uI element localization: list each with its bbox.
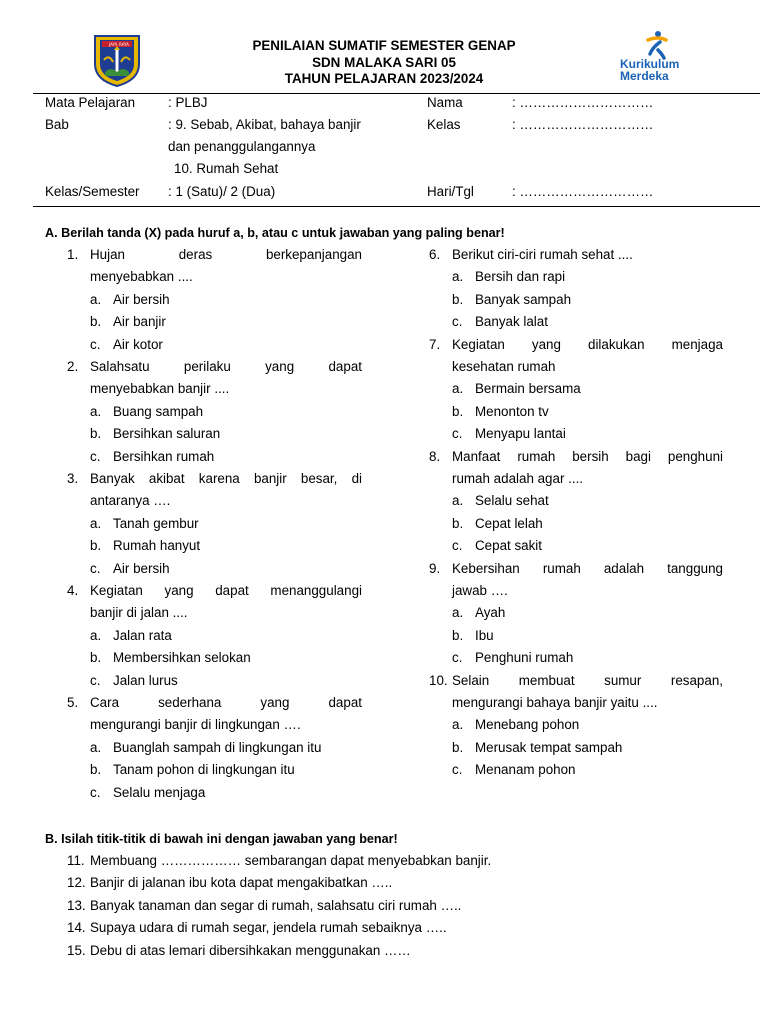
option-text: Penghuni rumah <box>475 650 574 666</box>
option-letter: b. <box>452 515 464 531</box>
option-letter: b. <box>90 314 102 330</box>
kurikulum-merdeka-logo <box>616 30 696 90</box>
nama-field[interactable]: : ………………………… <box>512 95 654 110</box>
option-text: Ibu <box>475 627 494 643</box>
question-number: 6. <box>429 247 441 262</box>
option-text: Menonton tv <box>475 403 549 419</box>
exam-title <box>200 38 568 88</box>
option-letter: c. <box>452 538 463 554</box>
bab-value-1: : 9. Sebab, Akibat, bahaya banjir <box>168 117 361 132</box>
option-letter: b. <box>452 291 464 307</box>
fill-in-text: Banyak tanaman dan segar di rumah, salahsatu ciri rumah ….. <box>90 897 462 913</box>
page-header <box>0 30 768 92</box>
question-text: Kebersihan rumah adalah tanggung <box>452 560 723 576</box>
option-text: Selalu menjaga <box>113 784 206 800</box>
option-text: Ayah <box>475 605 506 621</box>
question-text: Manfaat rumah bersih bagi penghuni <box>452 448 723 464</box>
question-text-cont: rumah adalah agar .... <box>452 470 584 486</box>
option-letter: a. <box>452 269 464 285</box>
question-text: Kegiatan yang dapat menanggulangi <box>90 583 362 598</box>
option-letter: b. <box>90 426 102 442</box>
question-text-cont: antaranya …. <box>90 493 171 509</box>
option-text: Jalan lurus <box>113 672 178 688</box>
option-letter: b. <box>452 739 464 755</box>
option-letter: b. <box>452 627 464 643</box>
option-text: Merusak tempat sampah <box>475 739 623 755</box>
option-letter: c. <box>452 314 463 330</box>
option-letter: a. <box>90 291 102 307</box>
option-letter: c. <box>452 426 463 442</box>
mapel-value: : PLBJ <box>168 95 208 110</box>
option-letter: c. <box>90 336 101 352</box>
option-text: Jalan rata <box>113 627 172 643</box>
question-text-cont: mengurangi banjir di lingkungan …. <box>90 717 301 733</box>
question-text: Selain membuat sumur resapan, <box>452 672 723 688</box>
option-text: Buang sampah <box>113 403 204 419</box>
hari-tgl-label: Hari/Tgl <box>427 184 474 199</box>
option-letter: a. <box>452 605 464 621</box>
question-text: Salahsatu perilaku yang dapat <box>90 359 362 374</box>
question-number: 3. <box>67 471 79 486</box>
option-letter: c. <box>452 762 463 778</box>
fill-in-text: Debu di atas lemari dibersihkakan menggunakan …… <box>90 942 411 958</box>
question-text: Banyak akibat karena banjir besar, di <box>90 471 362 486</box>
kurikulum-merdeka-mark-icon <box>636 30 676 60</box>
option-letter: b. <box>90 762 102 778</box>
kelas-label: Kelas <box>427 117 461 132</box>
option-text: Air bersih <box>113 291 170 307</box>
title-line-2: SDN MALAKA SARI 05 <box>312 54 456 70</box>
option-letter: a. <box>452 381 464 397</box>
bab-value-2: dan penanggulangannya <box>168 139 316 154</box>
option-text: Menyapu lantai <box>475 426 566 442</box>
question-number: 4. <box>67 583 79 598</box>
option-letter: b. <box>90 538 102 554</box>
crest-text-right: RAYA <box>119 42 129 47</box>
option-text: Menanam pohon <box>475 762 576 778</box>
option-text: Rumah hanyut <box>113 538 201 554</box>
fill-in-text: Banjir di jalanan ibu kota dapat mengakibatkan ….. <box>90 875 393 891</box>
fill-in-number: 15. <box>67 942 86 958</box>
bab-label: Bab <box>45 117 69 132</box>
hari-tgl-field[interactable]: : ………………………… <box>512 184 654 199</box>
question-number: 2. <box>67 359 79 374</box>
question-text: Kegiatan yang dilakukan menjaga <box>452 336 723 352</box>
title-line-1: PENILAIAN SUMATIF SEMESTER GENAP <box>252 38 516 53</box>
option-letter: c. <box>452 650 463 666</box>
option-letter: c. <box>90 448 101 464</box>
fill-in-number: 14. <box>67 920 86 936</box>
question-text-cont: jawab …. <box>452 582 508 598</box>
merdeka-text: Merdeka <box>620 69 669 83</box>
option-letter: a. <box>90 739 102 755</box>
option-text: Cepat sakit <box>475 538 542 554</box>
nama-label: Nama <box>427 95 463 110</box>
section-b-heading: B. Isilah titik-titik di bawah ini dengan jawaban yang benar! <box>45 832 398 846</box>
question-text-cont: menyebabkan banjir .... <box>90 381 230 397</box>
question-number: 9. <box>429 560 441 576</box>
option-text: Banyak lalat <box>475 314 548 330</box>
question-text: Berikut ciri-ciri rumah sehat .... <box>452 247 633 262</box>
option-text: Air bersih <box>113 560 170 576</box>
option-letter: a. <box>90 403 102 419</box>
mapel-label: Mata Pelajaran <box>45 95 136 110</box>
title-line-3: TAHUN PELAJARAN 2023/2024 <box>284 71 484 86</box>
question-text-cont: mengurangi bahaya banjir yaitu .... <box>452 694 658 710</box>
section-a-heading: A. Berilah tanda (X) pada huruf a, b, atau c untuk jawaban yang paling benar! <box>45 226 505 240</box>
option-letter: c. <box>90 560 101 576</box>
fill-in-number: 11. <box>67 853 85 868</box>
option-text: Selalu sehat <box>475 493 549 509</box>
option-text: Buanglah sampah di lingkungan itu <box>113 739 322 755</box>
option-text: Air banjir <box>113 314 166 330</box>
question-number: 5. <box>67 695 79 710</box>
option-text: Tanam pohon di lingkungan itu <box>113 762 295 778</box>
option-text: Bersihkan rumah <box>113 448 215 464</box>
option-text: Membersihkan selokan <box>113 650 251 666</box>
option-letter: a. <box>452 493 464 509</box>
question-text: Cara sederhana yang dapat <box>90 695 362 710</box>
option-letter: b. <box>90 650 102 666</box>
fill-in-number: 12. <box>67 875 86 891</box>
question-number: 10. <box>429 672 448 688</box>
bab-value-3: 10. Rumah Sehat <box>174 161 279 176</box>
question-text-cont: banjir di jalan .... <box>90 605 188 621</box>
question-text: Hujan deras berkepanjangan <box>90 247 362 262</box>
kurikulum-text: Kurikulum <box>620 57 680 71</box>
fill-in-text: Supaya udara di rumah segar, jendela rumah sebaiknya ….. <box>90 920 447 936</box>
option-text: Bersih dan rapi <box>475 269 566 285</box>
option-text: Bersihkan saluran <box>113 426 221 442</box>
fill-in-number: 13. <box>67 897 86 913</box>
option-letter: c. <box>90 784 101 800</box>
option-text: Bermain bersama <box>475 381 581 397</box>
option-letter: a. <box>452 717 464 733</box>
kelas-semester-value: : 1 (Satu)/ 2 (Dua) <box>168 184 276 199</box>
option-text: Cepat lelah <box>475 515 543 531</box>
option-letter: a. <box>90 627 102 643</box>
header-divider-bottom <box>33 206 760 207</box>
dki-jakarta-crest-icon <box>91 34 143 88</box>
option-letter: b. <box>452 403 464 419</box>
option-text: Banyak sampah <box>475 291 572 307</box>
question-number: 7. <box>429 336 441 352</box>
kelas-field[interactable]: : ………………………… <box>512 117 654 132</box>
option-text: Menebang pohon <box>475 717 580 733</box>
question-text-cont: menyebabkan .... <box>90 269 193 285</box>
option-letter: c. <box>90 672 101 688</box>
question-text-cont: kesehatan rumah <box>452 358 556 374</box>
fill-in-text: Membuang ……………… sembarangan dapat menyebabkan banjir. <box>90 853 492 868</box>
option-text: Tanah gembur <box>113 515 199 531</box>
option-letter: a. <box>90 515 102 531</box>
kelas-semester-label: Kelas/Semester <box>45 184 140 199</box>
option-text: Air kotor <box>113 336 163 352</box>
question-number: 8. <box>429 448 441 464</box>
crest-text-left: JAYA <box>109 42 118 47</box>
question-number: 1. <box>67 247 79 262</box>
